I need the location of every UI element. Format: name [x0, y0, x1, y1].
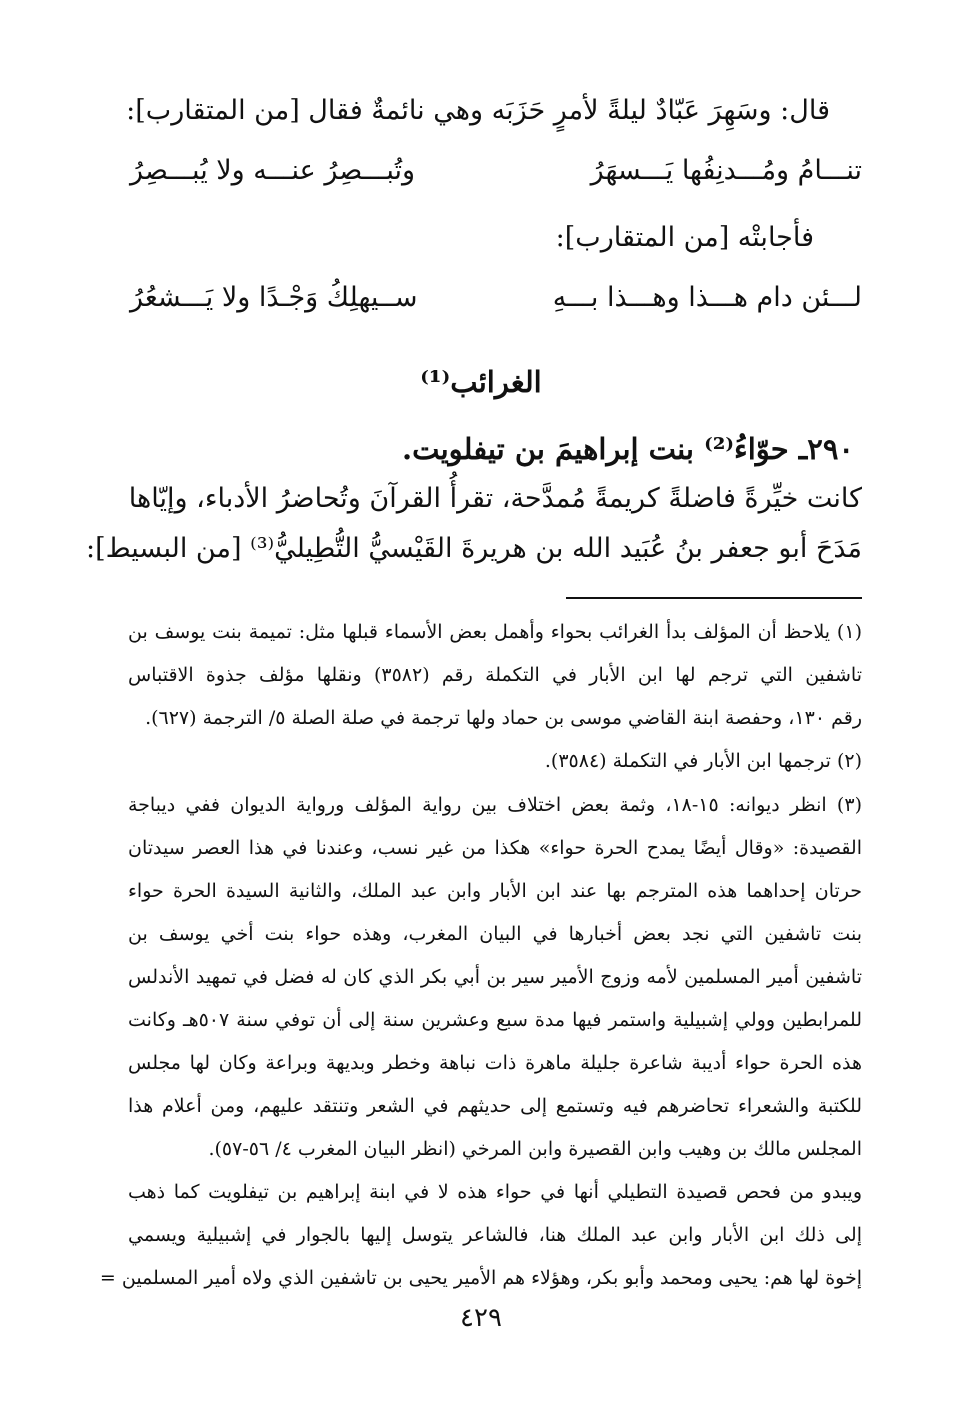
footnote-line: (٢) ترجمها ابن الأبار في التكملة (٣٥٨٤).	[544, 750, 862, 772]
reply-intro: فأجابتْه [من المتقارب]:	[555, 222, 814, 253]
footnote-line: حرتان إحداهما هذه المترجم بها عند ابن الأبار وابن عبد الملك، والثانية السيدة الحرة حواء	[128, 880, 862, 902]
page-number: ٤٢٩	[460, 1303, 502, 1333]
verse-2-hemistich-2: ســيهلِكُ وَجْـدًا ولا يَـــشعُرُ	[130, 282, 418, 313]
footnote-separator	[566, 597, 862, 599]
body-line: كانت خيِّرةً فاضلةً كريمةً مُمدَّحة، تقرأُ القرآنَ وتُحاضرُ الأدباء، وإيّاها	[128, 483, 862, 514]
body-line: مَدَحَ أبو جعفر بنُ عُبَيد الله بن هريرةَ القَيْسيُّ التُّطِيليُّ⁽³⁾ [من البسيط]:	[85, 533, 862, 564]
section-title: الغرائب⁽¹⁾	[420, 365, 542, 399]
verse-2-hemistich-1: لـــئن دام هـــذا وهـــذا بـــهِ	[552, 282, 862, 313]
footnote-line: للكتبة والشعراء تحاضرهم فيه وتستمع إلى حديثهم في الشعر وتنتقد عليهم، ومن أعلام هذا	[128, 1095, 862, 1117]
footnote-line: رقم ١٣٠، وحفصة ابنة القاضي موسى بن حماد ولها ترجمة في صلة الصلة ٥/ الترجمة (٦٢٧).	[145, 707, 862, 729]
verse-1-hemistich-1: تنـــامُ ومُـــدنِفُها يَـــسهَرُ	[590, 155, 862, 186]
footnote-line: (١) يلاحظ أن المؤلف بدأ الغرائب بحواء وأهمل بعض الأسماء قبلها مثل: تميمة بنت يوسف بن	[128, 621, 862, 643]
footnote-line: ويبدو من فحص قصيدة التطيلي أنها في حواء هذه لا في ابنة إبراهيم بن تيفلويت كما ذهب	[128, 1181, 862, 1203]
footnote-line: هذه الحرة حواء أديبة شاعرة جليلة ماهرة ذات نباهة وخطر وبديهة وبراعة وكان لها مجلس	[128, 1052, 862, 1074]
footnote-line: إلى ذلك ابن الأبار وابن عبد الملك هنا، فالشاعر يتوسل إليها بالجوار في إشبيلية ويسمي	[128, 1224, 862, 1246]
verse-1-hemistich-2: وتُبـــصِرُ عنـــه ولا يُبـــصِرُ	[130, 155, 416, 186]
footnote-line: القصيدة: «وقال أيضًا يمدح الحرة حواء» هكذا من غير نسب، وعندنا في هذا العصر سيدتان	[128, 837, 862, 859]
poem-intro: قال: وسَهِرَ عَبّادٌ ليلةً لأمرٍ حَزَبَه وهي نائمةٌ فقال [من المتقارب]:	[126, 95, 830, 126]
footnote-line: تاشفين التي ترجم لها ابن الأبار في التكملة رقم (٣٥٨٢) ونقلها مؤلف جذوة الاقتباس	[128, 664, 862, 686]
footnote-line: إخوة لها هم: يحيى ومحمد وأبو بكر، وهؤلاء هم الأمير يحيى بن تاشفين الذي ولاه أمير المسلمين =	[99, 1267, 862, 1289]
footnote-line: المجلس مالك بن وهيب وابن القصيرة وابن المرخي (انظر البيان المغرب ٤/ ٥٦-٥٧).	[208, 1138, 862, 1160]
footnote-line: للمرابطين وولي إشبيلية واستمر فيها مدة سبع وعشرين سنة إلى أن توفي سنة ٥٠٧هـ وكانت	[128, 1009, 862, 1031]
footnote-line: بنت تاشفين التي نجد بعض أخبارها في البيان المغرب، وهذه حواء بنت أخي يوسف بن	[128, 923, 862, 945]
entry-title: ٢٩٠ـ حوّاءُ⁽²⁾ بنت إبراهيمَ بن تيفلويت.	[402, 432, 854, 466]
footnote-line: (٣) انظر ديوانه: ١٥-١٨، وثمة بعض اختلاف بين رواية المؤلف ورواية الديوان ففي ديباجة	[128, 794, 862, 816]
footnote-line: تاشفين أمير المسلمين لأمه وزوج الأمير سير بن أبي بكر الذي كان له فضل في تمهيد الأندلس	[128, 966, 862, 988]
